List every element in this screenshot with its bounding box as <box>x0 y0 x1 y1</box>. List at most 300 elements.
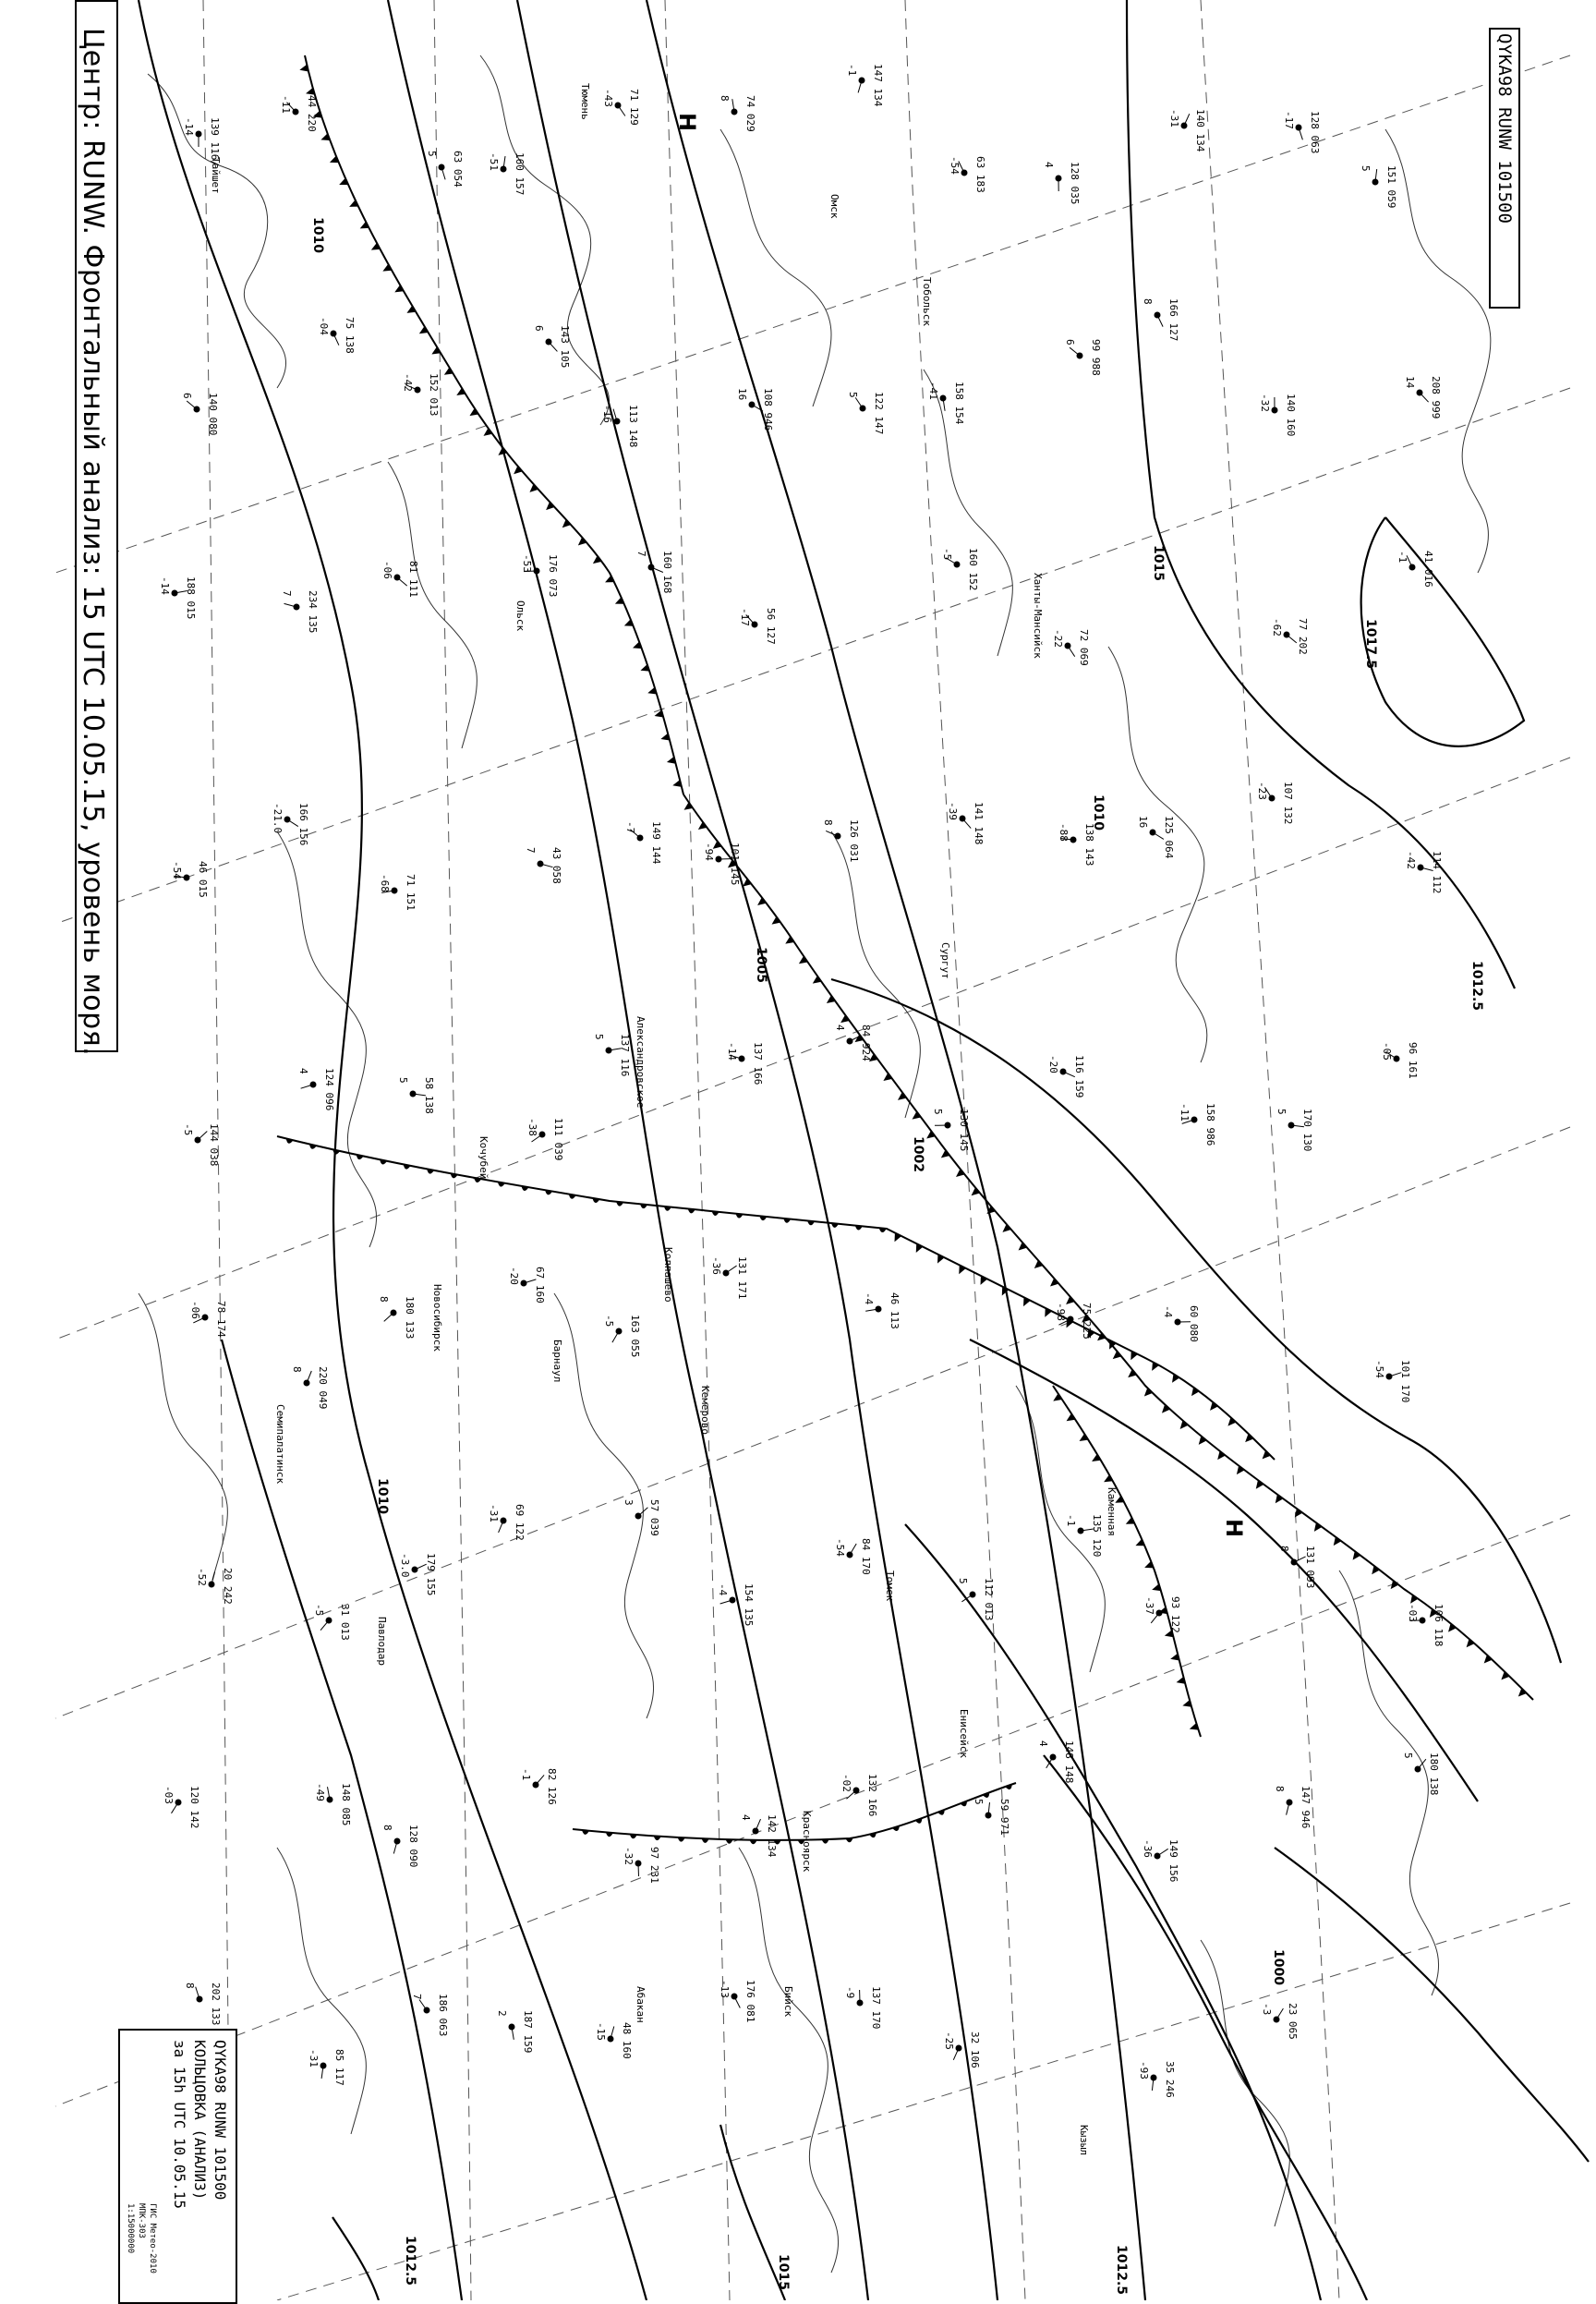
front-symbol <box>630 1834 637 1838</box>
station-pressure: 180 133 <box>404 1296 416 1339</box>
low-pressure-center: Н <box>1221 1519 1247 1537</box>
station-pressure: 106 118 <box>1433 1604 1445 1646</box>
station-tendency: -5 <box>603 1315 615 1327</box>
station-pressure: 122 147 <box>873 392 885 434</box>
front-symbol <box>514 466 522 474</box>
station-tendency: 8 <box>378 1296 390 1303</box>
station-plot <box>603 1315 641 1357</box>
wind-shaft <box>287 819 298 827</box>
front-symbol <box>606 1832 613 1837</box>
city-label: Александровское <box>635 1016 647 1108</box>
station-tendency: -3 <box>1261 2003 1273 2015</box>
station-pressure: 96 161 <box>1407 1042 1419 1079</box>
station-plot <box>1137 816 1175 859</box>
station-tendency: 14 <box>1404 376 1416 389</box>
station-plot <box>1407 1604 1445 1646</box>
station-plot <box>184 1983 222 2025</box>
wind-shaft <box>1418 1759 1426 1769</box>
wind-shaft <box>1276 2008 1283 2019</box>
isobar-label: 1012.5 <box>403 2236 417 2286</box>
station-plot <box>181 393 219 435</box>
station-pressure: 131 171 <box>736 1256 748 1299</box>
station-tendency: 5 <box>932 1109 944 1115</box>
station-tendency: -04 <box>318 317 330 335</box>
station-pressure: 43 058 <box>550 847 562 884</box>
station-tendency: -32 <box>1259 394 1271 412</box>
station-plot <box>932 1109 970 1151</box>
station-tendency: -06 <box>189 1301 201 1319</box>
station-plot <box>1037 1740 1075 1783</box>
station-plot <box>602 89 640 126</box>
station-tendency: 5 <box>1360 165 1372 172</box>
station-tendency: -17 <box>1283 111 1295 129</box>
front-symbol <box>1002 1224 1010 1232</box>
station-tendency: -88 <box>1058 823 1070 842</box>
front-symbol <box>578 537 586 545</box>
station-pressure: 149 144 <box>650 821 662 865</box>
station-tendency: -43 <box>602 89 614 107</box>
station-tendency: 8 <box>822 819 834 826</box>
legend-line-4: ГИС Метео-2010 <box>148 2203 157 2274</box>
station-plot <box>1274 1786 1312 1828</box>
isobar-label: 1000 <box>1271 1949 1286 1985</box>
station-tendency: 4 <box>834 1025 846 1031</box>
station-pressure: 32 106 <box>969 2031 981 2068</box>
station-pressure: 187 159 <box>522 2010 534 2053</box>
station-plot <box>526 1118 564 1160</box>
station-tendency: -1 <box>1065 1514 1077 1526</box>
station-plot <box>196 1568 234 1605</box>
station-pressure: 46 015 <box>197 861 209 898</box>
station-plot <box>314 1783 352 1825</box>
wind-shaft <box>962 819 971 829</box>
station-pressure: 63 183 <box>974 156 986 193</box>
front-symbol <box>822 1839 829 1844</box>
station-plot <box>1373 1360 1411 1402</box>
station-pressure: 108 946 <box>762 388 774 430</box>
wind-shaft <box>1153 832 1164 839</box>
station-pressure: 99 988 <box>1090 339 1102 376</box>
station-plot <box>313 1604 351 1641</box>
station-tendency: 4 <box>297 1068 309 1074</box>
station-pressure: 188 015 <box>185 576 197 619</box>
station-pressure: 140 134 <box>1194 109 1206 152</box>
city-label: Ханты-Мансийск <box>1032 573 1044 659</box>
station-pressure: 158 986 <box>1204 1103 1216 1146</box>
station-pressure: 97 231 <box>648 1847 660 1884</box>
front-cold-barbs <box>286 65 1527 1845</box>
wind-shaft <box>1157 1849 1168 1856</box>
wind-shaft <box>1068 646 1075 657</box>
wind-shaft <box>384 1313 393 1321</box>
isobar-label: 1015 <box>1151 545 1166 581</box>
wind-shaft <box>612 1331 619 1342</box>
station-plot <box>525 847 562 884</box>
station-pressure: 81 111 <box>407 561 419 598</box>
front-symbol <box>688 1208 695 1213</box>
station-tendency: -52 <box>196 1568 208 1586</box>
front-symbol <box>1034 1260 1043 1268</box>
station-tendency: -20 <box>1047 1055 1059 1073</box>
city-label: Барнаул <box>551 1340 563 1382</box>
wind-shaft <box>1294 1557 1306 1562</box>
city-label: Павлодар <box>376 1617 388 1666</box>
wind-shaft <box>187 401 197 409</box>
station-tendency: 5 <box>1402 1752 1414 1759</box>
station-tendency: -14 <box>726 1042 738 1061</box>
station-pressure: 84 924 <box>860 1025 872 1061</box>
station-plots <box>159 64 1445 2098</box>
station-pressure: 124 096 <box>323 1068 335 1110</box>
city-label: Тобольск <box>921 277 933 326</box>
station-pressure: 158 154 <box>953 382 965 425</box>
station-pressure: 78 174 <box>215 1301 227 1338</box>
station-pressure: 148 148 <box>1063 1740 1075 1783</box>
station-tendency: -54 <box>834 1538 846 1557</box>
front-symbol <box>582 1830 589 1835</box>
station-tendency: -53 <box>521 554 533 573</box>
station-pressure: 93 122 <box>1169 1596 1181 1633</box>
station-plot <box>1405 851 1443 893</box>
station-pressure: 202 133 <box>210 1983 222 2025</box>
station-plot <box>740 1814 778 1858</box>
isobar-label: 1010 <box>310 217 325 253</box>
station-pressure: 114 112 <box>1431 851 1443 893</box>
station-pressure: 46 113 <box>889 1292 901 1329</box>
station-plot <box>1271 618 1309 655</box>
city-label: Ольск <box>514 600 526 631</box>
station-tendency: -5 <box>941 548 953 560</box>
front-symbol <box>1050 1279 1058 1287</box>
city-label: Новосибирск <box>431 1284 443 1352</box>
station-tendency: 5 <box>426 151 438 157</box>
station-pressure: 141 148 <box>973 802 985 844</box>
front-symbol <box>702 1838 709 1843</box>
station-plot <box>291 1366 329 1409</box>
front-symbol <box>807 1220 815 1225</box>
station-tendency: -13 <box>719 1980 731 1998</box>
station-tendency: 8 <box>381 1825 393 1831</box>
wind-shaft <box>855 397 863 408</box>
front-symbol <box>1484 1655 1493 1663</box>
station-plot <box>318 317 356 354</box>
station-pressure: 140 080 <box>207 393 219 435</box>
station-tendency: -11 <box>1179 1103 1191 1122</box>
station-plot <box>1055 1303 1093 1340</box>
front-symbol <box>1263 1450 1271 1459</box>
station-pressure: 75 138 <box>344 317 356 354</box>
station-plot <box>834 1025 872 1061</box>
isobar-label: 1002 <box>911 1136 925 1172</box>
station-pressure: 163 055 <box>629 1315 641 1357</box>
station-plot <box>1276 1109 1313 1151</box>
station-plot <box>163 1786 200 1828</box>
station-plot <box>927 382 965 425</box>
station-tendency: 8 <box>1278 1546 1290 1552</box>
station-pressure: 128 035 <box>1069 162 1081 204</box>
station-tendency: 5 <box>847 392 859 398</box>
station-pressure: 176 073 <box>547 554 559 597</box>
wind-shaft <box>1070 347 1080 356</box>
station-pressure: 137 170 <box>870 1986 882 2029</box>
station-tendency: -23 <box>1256 782 1268 800</box>
station-plot <box>593 1034 631 1076</box>
station-tendency: -4 <box>863 1292 875 1305</box>
wind-shaft <box>1157 315 1163 327</box>
front-symbol <box>759 1216 767 1220</box>
wind-shaft <box>618 105 625 116</box>
station-pressure: 111 039 <box>552 1118 564 1160</box>
station-pressure: 128 063 <box>1309 111 1321 153</box>
station-tendency: -9 <box>844 1986 856 1998</box>
station-pressure: 69 122 <box>514 1504 526 1541</box>
city-label: Тайшет <box>210 157 222 194</box>
front-symbol <box>855 1226 863 1231</box>
station-plot <box>822 819 860 862</box>
station-plot <box>844 1986 882 2029</box>
legend-line-5: МПК-303 <box>137 2203 146 2238</box>
station-plot <box>399 1553 437 1595</box>
station-pressure: 116 159 <box>1073 1055 1085 1097</box>
station-plot <box>847 392 885 434</box>
station-tendency: 5 <box>1276 1109 1288 1115</box>
station-plot <box>1381 1042 1419 1079</box>
station-pressure: 84 170 <box>860 1538 872 1575</box>
front-symbol <box>879 1228 887 1232</box>
city-label: Кызыл <box>1078 2125 1090 2155</box>
station-pressure: 170 130 <box>1301 1109 1313 1151</box>
isobar-labels <box>310 217 1484 2295</box>
station-plot <box>397 1077 435 1114</box>
station-tendency: -5 <box>313 1604 325 1616</box>
front-symbol <box>735 1214 743 1219</box>
station-tendency: -4 <box>1162 1305 1174 1318</box>
city-labels <box>210 83 1118 2155</box>
station-plot <box>595 2022 633 2059</box>
station-plot <box>379 874 417 911</box>
station-tendency: 8 <box>1274 1786 1286 1792</box>
station-tendency: 7 <box>411 1994 423 2000</box>
station-pressure: 57 039 <box>648 1499 660 1536</box>
station-tendency: -32 <box>623 1847 635 1865</box>
city-label: Колпашево <box>662 1247 674 1303</box>
station-plot <box>189 1301 227 1338</box>
station-pressure: 139 116/ <box>209 117 221 166</box>
station-pressure: 138 143 <box>1083 823 1095 866</box>
station-tendency: -93 <box>1138 2061 1150 2080</box>
station-pressure: 35 246 <box>1164 2061 1176 2098</box>
station-pressure: 140 160 <box>1285 394 1297 436</box>
station-tendency: 4 <box>1043 162 1055 168</box>
station-pressure: 144 038 <box>208 1123 220 1166</box>
front-symbol <box>1180 1421 1189 1429</box>
station-plot <box>182 1123 220 1166</box>
city-label: Кочубей <box>478 1136 490 1179</box>
station-tendency: -05 <box>1381 1042 1393 1061</box>
station-tendency: -20 <box>508 1267 520 1285</box>
station-pressure: 147 134 <box>872 64 884 107</box>
station-pressure: 59 971 <box>998 1799 1010 1836</box>
station-plot <box>1259 394 1297 436</box>
station-plot <box>1360 165 1397 208</box>
wind-shaft <box>198 1132 207 1141</box>
station-tendency: -98 <box>1055 1303 1067 1321</box>
station-plot <box>943 2031 981 2068</box>
station-tendency: -36 <box>710 1256 722 1275</box>
station-tendency: 6 <box>533 325 545 332</box>
wind-shaft <box>638 1863 639 1876</box>
station-pressure: 180 138 <box>1428 1752 1440 1795</box>
front-symbol <box>562 519 571 527</box>
station-tendency: 7 <box>635 551 647 557</box>
station-plot <box>710 1256 748 1299</box>
station-plot <box>1065 1514 1103 1557</box>
station-plot <box>159 576 197 619</box>
station-pressure: 176 081 <box>744 1980 756 2022</box>
station-pressure: 220 049 <box>317 1366 329 1409</box>
station-plot <box>1162 1305 1200 1342</box>
station-pressure: 101 145 <box>729 843 741 885</box>
station-tendency: 16 <box>736 388 748 400</box>
station-tendency: -54 <box>949 156 961 175</box>
front-symbol <box>1501 1671 1509 1679</box>
station-plot <box>1043 162 1081 204</box>
legend-line-2: КОЛЬЦОВКА (АНАЛИЗ) <box>191 2040 209 2200</box>
station-tendency: -14 <box>183 117 195 136</box>
station-plot <box>1143 1596 1181 1633</box>
wind-shaft <box>536 1775 544 1785</box>
station-tendency: -68 <box>379 874 391 892</box>
station-plot <box>840 1774 878 1816</box>
station-tendency: -54 <box>1373 1360 1385 1378</box>
station-pressure: 113 148 <box>627 405 639 447</box>
station-pressure: 131 093 <box>1304 1546 1316 1588</box>
station-tendency: -22 <box>1052 629 1064 648</box>
station-tendency: 4 <box>740 1814 752 1821</box>
station-plot <box>488 1504 526 1541</box>
station-tendency: -03 <box>163 1786 175 1804</box>
station-plot <box>533 325 571 368</box>
station-plot <box>520 1768 558 1805</box>
station-tendency: 8 <box>1142 298 1154 305</box>
city-label: Абакан <box>635 1986 647 2023</box>
station-pressure: 147 946 <box>1300 1786 1312 1828</box>
station-tendency: -31 <box>488 1504 500 1522</box>
legend-line-6: 1:15000000 <box>126 2203 135 2253</box>
station-tendency: -51 <box>488 152 500 171</box>
station-tendency: 5 <box>397 1077 409 1084</box>
isobar-label: 1010 <box>1091 794 1106 831</box>
station-tendency: -11 <box>280 95 292 114</box>
front-symbol <box>640 1204 647 1208</box>
station-pressure: 128 090 <box>407 1825 419 1867</box>
wind-shaft <box>397 577 407 586</box>
front-symbol <box>1227 1417 1236 1425</box>
wind-shaft <box>1287 635 1297 643</box>
isobar-label: 1017.5 <box>1363 619 1378 669</box>
station-pressure: 60 080 <box>1188 1305 1200 1342</box>
station-pressure: 101 170 <box>1399 1360 1411 1402</box>
station-tendency: 4 <box>1037 1740 1049 1747</box>
station-tendency: -42 <box>402 373 414 392</box>
station-tendency: -62 <box>1271 618 1283 637</box>
station-pressure: 56 127 <box>765 608 777 645</box>
station-tendency: -31 <box>308 2049 320 2068</box>
wind-shaft <box>320 1620 329 1631</box>
station-tendency: 6 <box>1064 339 1076 346</box>
city-label: Омск <box>828 194 840 219</box>
station-tendency: -4 <box>717 1583 729 1596</box>
station-pressure: 125 064 <box>1163 816 1175 859</box>
city-label: Красноярск <box>801 1811 813 1873</box>
station-pressure: 20 242 <box>222 1568 234 1605</box>
station-pressure: 112 013 <box>983 1578 995 1620</box>
station-plot <box>308 2049 345 2086</box>
chart-code: QYKA98 RUNW 101500 <box>1494 33 1515 224</box>
front-symbol <box>529 484 538 492</box>
station-pressure: 74 029 <box>744 95 756 132</box>
station-tendency: -1 <box>846 64 858 76</box>
wind-shaft <box>419 2000 427 2011</box>
city-label: Бийск <box>782 1986 794 2017</box>
station-tendency: -42 <box>1405 851 1417 869</box>
station-pressure: 132 166 <box>866 1774 878 1816</box>
station-tendency: -54 <box>171 861 183 879</box>
fronts <box>277 55 1533 1840</box>
station-pressure: 58 138 <box>423 1077 435 1114</box>
station-tendency: -94 <box>703 843 715 861</box>
station-pressure: 160 152 <box>967 548 979 590</box>
front-symbol <box>783 1219 791 1223</box>
station-pressure: 120 142 <box>188 1786 200 1828</box>
station-plot <box>1142 298 1179 341</box>
station-pressure: 143 105 <box>559 325 571 368</box>
station-tendency: 5 <box>957 1578 969 1584</box>
station-tendency: -49 <box>314 1783 326 1801</box>
station-pressure: 130 145 <box>958 1109 970 1151</box>
station-tendency: -1 <box>520 1768 532 1780</box>
station-tendency: -03 <box>1407 1604 1419 1622</box>
station-plot <box>1058 823 1095 866</box>
station-pressure: 82 126 <box>546 1768 558 1805</box>
station-plot <box>957 1578 995 1620</box>
station-tendency: -15 <box>595 2022 607 2041</box>
station-pressure: 63 054 <box>452 151 464 188</box>
station-plot <box>171 861 209 898</box>
wind-shaft <box>850 1544 856 1555</box>
station-pressure: 151 059 <box>1385 165 1397 208</box>
station-tendency: -16 <box>601 405 613 423</box>
station-tendency: -21.0 <box>272 803 284 833</box>
station-tendency: 8 <box>291 1366 303 1373</box>
station-plot <box>272 803 309 845</box>
station-pressure: 72 069 <box>1078 629 1090 666</box>
front-symbol <box>726 1839 733 1844</box>
station-tendency: -1 <box>1396 551 1409 563</box>
station-pressure: 208 999 <box>1430 376 1442 418</box>
isobar-label: 1005 <box>754 947 768 983</box>
station-plot <box>624 821 662 865</box>
station-pressure: 126 031 <box>848 819 860 862</box>
station-tendency: -25 <box>943 2031 955 2050</box>
station-pressure: 85 117 <box>333 2049 345 2086</box>
station-tendency: -38 <box>526 1118 538 1136</box>
station-plot <box>1064 339 1102 376</box>
front-symbol <box>1144 1388 1153 1396</box>
station-pressure: 137 166 <box>752 1042 764 1085</box>
station-plot <box>381 1825 419 1867</box>
station-plot <box>736 388 774 430</box>
